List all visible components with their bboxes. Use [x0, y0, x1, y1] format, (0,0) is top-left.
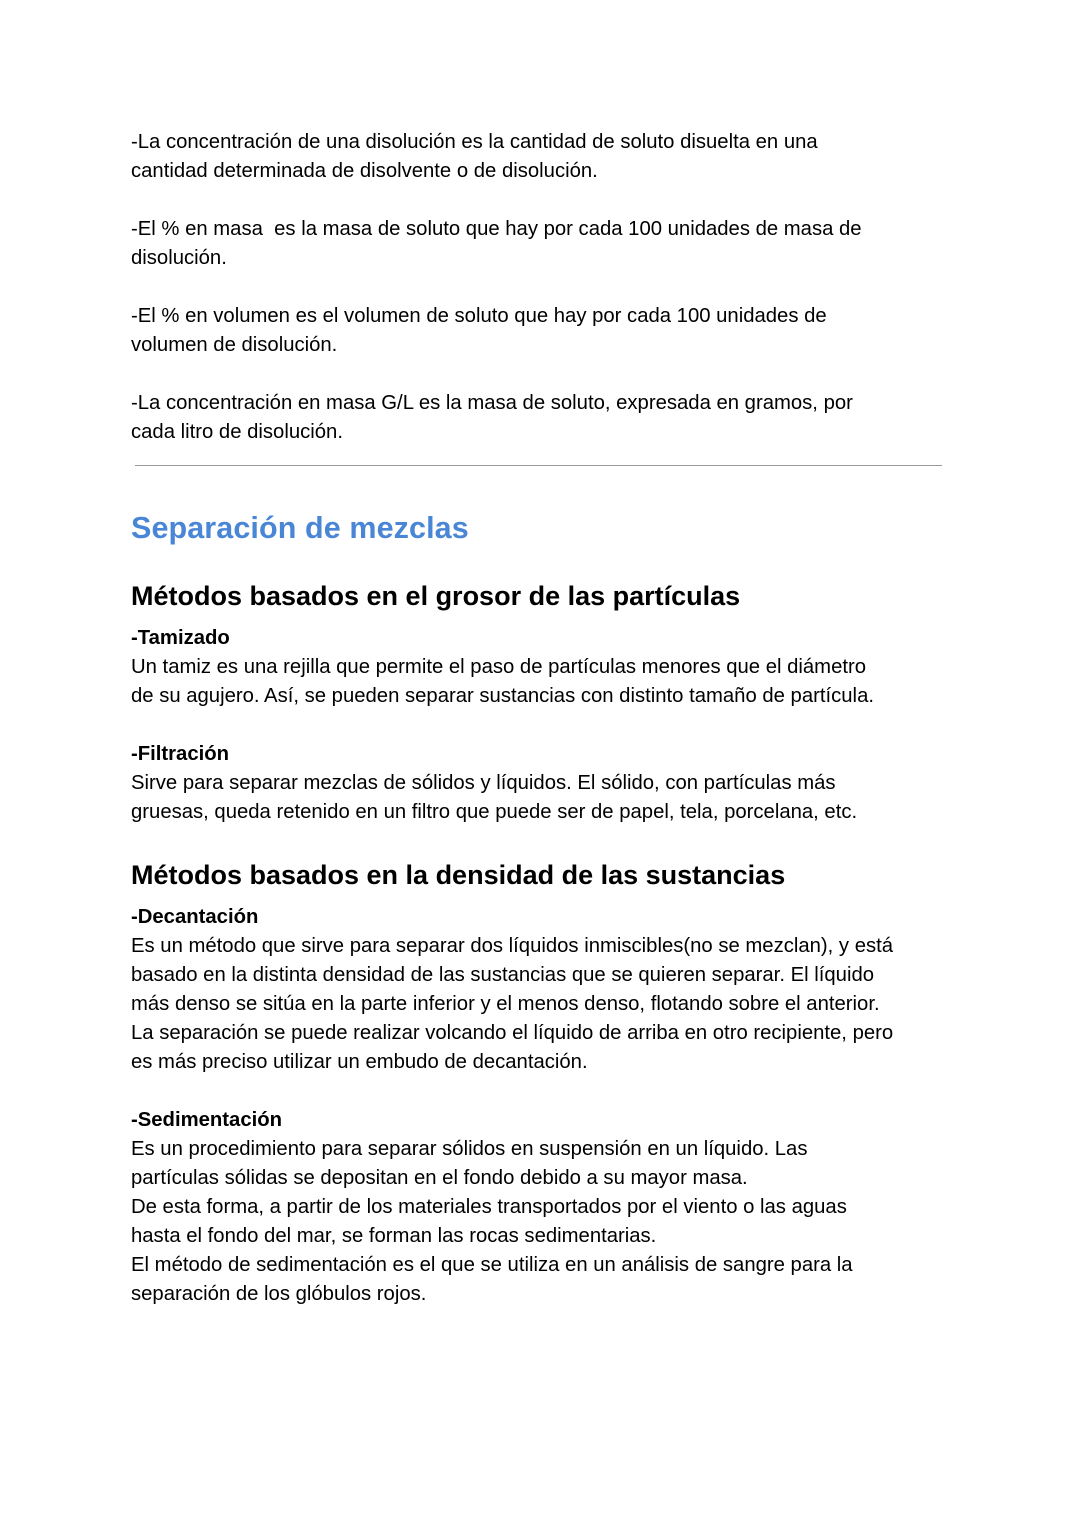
definition-line: cantidad determinada de disolvente o de disolución.: [131, 160, 598, 182]
method-title-filtracion: -Filtración: [131, 743, 230, 765]
method-line: separación de los glóbulos rojos.: [131, 1283, 427, 1305]
definition-porcentaje-masa: [131, 215, 961, 273]
method-line: Sirve para separar mezclas de sólidos y líquidos. El sólido, con partículas más: [131, 772, 836, 794]
method-line: Un tamiz es una rejilla que permite el paso de partículas menores que el diámetro: [131, 656, 867, 678]
method-line: De esta forma, a partir de los materiales transportados por el viento o las aguas: [131, 1196, 847, 1218]
horizontal-divider: [135, 465, 942, 466]
method-line: más denso se sitúa en la parte inferior y el menos denso, flotando sobre el anterior.: [131, 993, 880, 1015]
method-title-sedimentacion: -Sedimentación: [131, 1109, 283, 1131]
definition-line: disolución.: [131, 247, 227, 269]
method-body-tamizado: [131, 653, 961, 711]
definition-line: volumen de disolución.: [131, 334, 338, 356]
method-body-filtracion: [131, 769, 961, 827]
definition-line: -La concentración de una disolución es la cantidad de soluto disuelta en una: [131, 131, 818, 153]
definition-porcentaje-volumen: [131, 302, 961, 360]
method-line: Es un método que sirve para separar dos líquidos inmiscibles(no se mezclan), y está: [131, 935, 894, 957]
method-line: Es un procedimiento para separar sólidos en suspensión en un líquido. Las: [131, 1138, 808, 1160]
definition-line: cada litro de disolución.: [131, 421, 343, 443]
method-line: hasta el fondo del mar, se forman las rocas sedimentarias.: [131, 1225, 657, 1247]
definition-line: -El % en masa es la masa de soluto que hay por cada 100 unidades de masa de: [131, 218, 862, 240]
method-line: es más preciso utilizar un embudo de decantación.: [131, 1051, 588, 1073]
definition-line: -La concentración en masa G/L es la masa de soluto, expresada en gramos, por: [131, 392, 853, 414]
subsection-title-densidad: Métodos basados en la densidad de las sustancias: [131, 860, 786, 890]
subsection-title-grosor: Métodos basados en el grosor de las partículas: [131, 581, 741, 611]
definition-line: -El % en volumen es el volumen de soluto que hay por cada 100 unidades de: [131, 305, 827, 327]
method-line: La separación se puede realizar volcando el líquido de arriba en otro recipiente, pero: [131, 1022, 894, 1044]
method-body-decantacion: [131, 932, 961, 1077]
method-line: gruesas, queda retenido en un filtro que puede ser de papel, tela, porcelana, etc.: [131, 801, 858, 823]
method-line: partículas sólidas se depositan en el fondo debido a su mayor masa.: [131, 1167, 748, 1189]
definition-concentracion: [131, 128, 961, 186]
definition-concentracion-gl: [131, 389, 961, 447]
document-page: [131, 128, 961, 1309]
method-line: de su agujero. Así, se pueden separar sustancias con distinto tamaño de partícula.: [131, 685, 874, 707]
method-title-decantacion: -Decantación: [131, 906, 259, 928]
method-line: El método de sedimentación es el que se utiliza en un análisis de sangre para la: [131, 1254, 853, 1276]
method-line: basado en la distinta densidad de las sustancias que se quieren separar. El líquido: [131, 964, 875, 986]
method-body-sedimentacion: [131, 1135, 961, 1309]
section-title: Separación de mezclas: [131, 511, 469, 545]
method-title-tamizado: -Tamizado: [131, 627, 230, 649]
